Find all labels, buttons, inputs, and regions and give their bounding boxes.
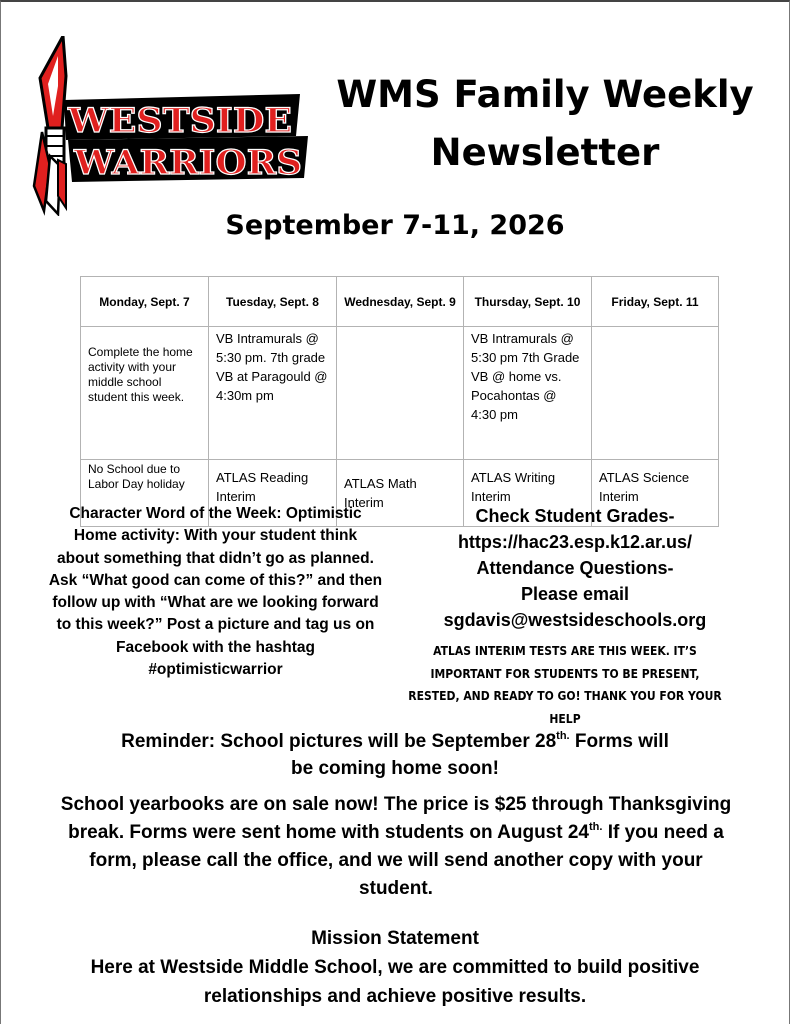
yearbook-notice: [20, 791, 772, 903]
grades-link[interactable]: https://hac23.esp.k12.ar.us/: [457, 532, 693, 552]
logo-line1: WESTSIDE: [66, 101, 293, 141]
week-date: September 7-11, 2026: [225, 210, 565, 241]
reminder-text: Reminder: School pictures will be September 28: [121, 731, 557, 752]
cell-friday-testing: ATLAS Science Interim: [592, 460, 719, 527]
character-line: Ask “What good can come of this?” and then: [48, 571, 383, 589]
cell-wednesday-activities: [337, 327, 464, 460]
atlas-line: IMPORTANT FOR STUDENTS TO BE PRESENT,: [430, 666, 700, 681]
yearbook-line: School yearbooks are on sale now! The price is $25 through Thanksgiving: [60, 794, 732, 815]
attendance-heading: Attendance Questions-: [476, 558, 674, 578]
character-line: Character Word of the Week: Optimistic: [69, 505, 362, 522]
yearbook-sup: th.: [588, 821, 603, 833]
header-monday: Monday, Sept. 7: [81, 277, 209, 327]
table-header-row: [81, 277, 719, 327]
header-tuesday: Tuesday, Sept. 8: [209, 277, 337, 327]
reminder-text: be coming home soon!: [291, 758, 499, 779]
reminder-sup: th.: [556, 730, 570, 742]
title-line2: Newsletter: [430, 131, 660, 174]
title-line1: WMS Family Weekly: [336, 73, 754, 116]
cell-monday-activities: Complete the home activity with your middle school student this week.: [81, 327, 209, 460]
westside-warriors-logo: [28, 36, 313, 216]
newsletter-title: [325, 66, 765, 182]
yearbook-line: break. Forms were sent home with students on August 24: [68, 822, 589, 843]
atlas-notice: [403, 640, 727, 730]
mission-text: relationships and achieve positive results.: [203, 986, 587, 1007]
character-line: Home activity: With your student think: [73, 527, 358, 545]
cell-friday-activities: [592, 327, 719, 460]
cell-tuesday-activities: VB Intramurals @ 5:30 pm. 7th grade VB at Paragould @ 4:30m pm: [209, 327, 337, 460]
character-line: to this week?” Post a picture and tag us on: [56, 616, 375, 634]
reminder-text: Forms will: [569, 731, 669, 752]
cell-thursday-testing: ATLAS Writing Interim: [464, 460, 592, 527]
mission-statement: [30, 924, 760, 1011]
logo-line2: WARRIORS: [72, 143, 302, 183]
hashtag: #optimisticwarrior: [148, 661, 283, 679]
atlas-line: RESTED, AND READY TO GO! THANK YOU FOR YOUR: [408, 689, 722, 704]
cell-monday-testing: No School due to Labor Day holiday: [81, 460, 209, 527]
character-line: follow up with “What are we looking forward: [52, 594, 379, 612]
mission-text: Here at Westside Middle School, we are committed to build positive: [90, 957, 700, 978]
header-wednesday: Wednesday, Sept. 9: [337, 277, 464, 327]
grades-attendance-section: [410, 503, 740, 633]
character-line: about something that didn’t go as planned.: [57, 549, 374, 567]
character-word-section: [28, 503, 403, 681]
yearbook-line: form, please call the office, and we will send another copy with your: [89, 850, 703, 871]
yearbook-line: student.: [359, 878, 433, 899]
mission-heading: Mission Statement: [311, 928, 479, 949]
cell-wednesday-testing: ATLAS Math Interim: [337, 460, 464, 527]
atlas-line: ATLAS INTERIM TESTS ARE THIS WEEK. IT’S: [433, 644, 697, 658]
character-line: Facebook with the hashtag: [116, 638, 315, 656]
header-friday: Friday, Sept. 11: [592, 277, 719, 327]
picture-reminder: [60, 728, 730, 782]
grades-heading: Check Student Grades-: [475, 506, 675, 526]
atlas-line: HELP: [549, 711, 581, 726]
weekly-calendar-table: [80, 276, 719, 527]
header-thursday: Thursday, Sept. 10: [464, 277, 592, 327]
cell-thursday-activities: VB Intramurals @ 5:30 pm 7th Grade VB @ home vs. Pocahontas @ 4:30 pm: [464, 327, 592, 460]
table-row: [81, 327, 719, 460]
yearbook-line: If you need a: [602, 822, 724, 843]
attendance-text: Please email: [520, 584, 630, 604]
cell-tuesday-testing: ATLAS Reading Interim: [209, 460, 337, 527]
attendance-email-link[interactable]: sgdavis@westsideschools.org: [443, 610, 707, 630]
